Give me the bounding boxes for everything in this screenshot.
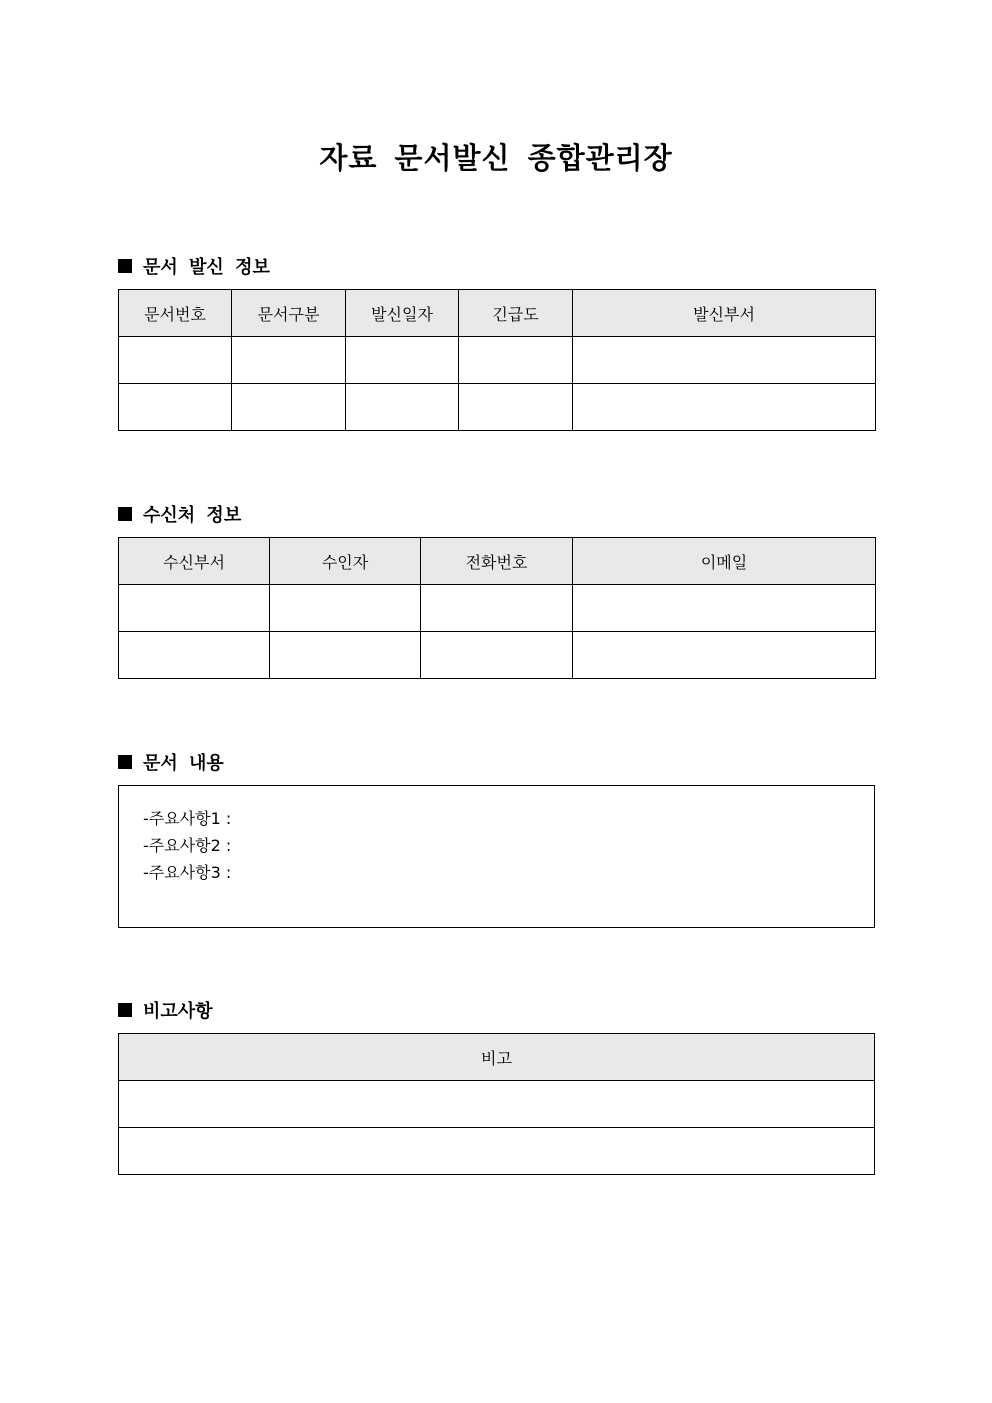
table-cell[interactable] — [270, 632, 421, 679]
table-cell[interactable] — [119, 585, 270, 632]
section-heading-send-info — [118, 253, 270, 279]
table-header-row — [119, 538, 876, 585]
section-heading-remarks — [118, 997, 213, 1023]
table-row — [119, 632, 876, 679]
table-header-row — [119, 1034, 875, 1081]
table-cell[interactable] — [119, 1128, 875, 1175]
section-heading-content — [118, 749, 224, 775]
section-heading-label: 비고사항 — [143, 1001, 213, 1022]
column-header: 전화번호 — [421, 538, 573, 585]
table-row — [119, 337, 876, 384]
table-cell[interactable] — [573, 384, 876, 431]
table-cell[interactable] — [119, 632, 270, 679]
column-header: 이메일 — [573, 538, 876, 585]
square-bullet-icon — [118, 755, 132, 769]
section-heading-label: 문서 발신 정보 — [143, 257, 270, 278]
table-cell[interactable] — [270, 585, 421, 632]
column-header: 긴급도 — [459, 290, 573, 337]
table-cell[interactable] — [346, 384, 459, 431]
table-cell[interactable] — [573, 585, 876, 632]
table-row — [119, 1081, 875, 1128]
column-header: 문서구분 — [232, 290, 346, 337]
section-heading-label: 문서 내용 — [143, 753, 224, 774]
table-cell[interactable] — [421, 585, 573, 632]
square-bullet-icon — [118, 1003, 132, 1017]
page-title: 자료 문서발신 종합관리장 — [319, 141, 673, 175]
content-line: -주요사항1 : — [143, 809, 232, 828]
table-row — [119, 585, 876, 632]
section-heading-recipient-info — [118, 501, 241, 527]
table-cell[interactable] — [346, 337, 459, 384]
table-row — [119, 1128, 875, 1175]
square-bullet-icon — [118, 259, 132, 273]
remarks-table — [118, 1033, 875, 1175]
content-line: -주요사항2 : — [143, 836, 232, 855]
table-cell[interactable] — [459, 337, 573, 384]
table-cell[interactable] — [119, 1081, 875, 1128]
table-cell[interactable] — [573, 337, 876, 384]
column-header: 발신일자 — [346, 290, 459, 337]
table-cell[interactable] — [232, 384, 346, 431]
column-header: 수인자 — [270, 538, 421, 585]
column-header: 비고 — [119, 1034, 875, 1081]
table-cell[interactable] — [573, 632, 876, 679]
table-cell[interactable] — [232, 337, 346, 384]
recipient-info-table — [118, 537, 876, 679]
send-info-table — [118, 289, 876, 431]
table-cell[interactable] — [459, 384, 573, 431]
table-cell[interactable] — [119, 337, 232, 384]
document-content-box[interactable] — [118, 785, 875, 928]
square-bullet-icon — [118, 507, 132, 521]
column-header: 수신부서 — [119, 538, 270, 585]
table-row — [119, 384, 876, 431]
table-cell[interactable] — [421, 632, 573, 679]
table-cell[interactable] — [119, 384, 232, 431]
column-header: 발신부서 — [573, 290, 876, 337]
content-line: -주요사항3 : — [143, 863, 232, 882]
column-header: 문서번호 — [119, 290, 232, 337]
section-heading-label: 수신처 정보 — [143, 505, 242, 526]
table-header-row — [119, 290, 876, 337]
